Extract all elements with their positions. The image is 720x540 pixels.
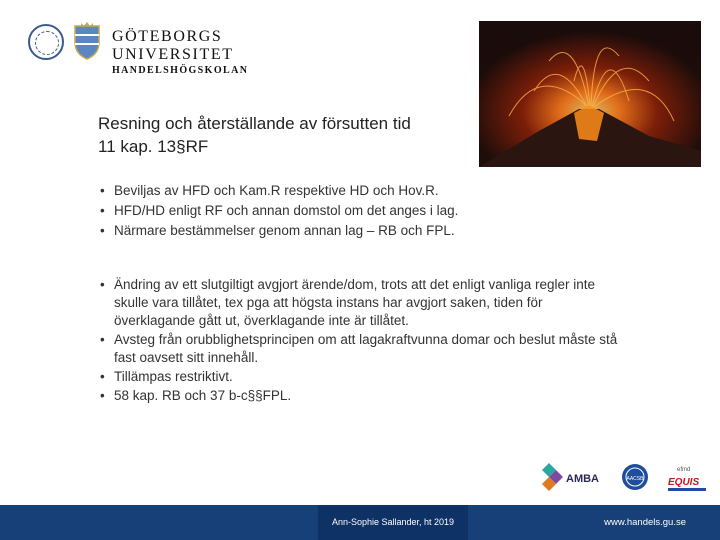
- bullet-item: • Tillämpas restriktivt.: [100, 368, 620, 386]
- aacsb-text: AACSB: [626, 476, 644, 482]
- footer-author: Ann-Sophie Sallander, ht 2019: [318, 505, 468, 540]
- amba-logo: [542, 463, 599, 491]
- footer-website-link[interactable]: www.handels.gu.se: [604, 517, 686, 528]
- bullet-list-1: [100, 182, 600, 242]
- aacsb-logo: [622, 464, 648, 490]
- volcano-image: [479, 21, 701, 167]
- bullet-item: • Ändring av ett slutgiltigt avgjort ärende/dom, trots att det enligt vanliga regler inte skulle vara tillåtet, tex pga att högsta instans har avgjort saken, tiden för överklagande gått ut, överklagande inte är tillåtet.: [100, 276, 620, 330]
- university-seal-icon: [28, 24, 64, 60]
- slide-title: [98, 112, 411, 158]
- amba-text: AMBA: [566, 473, 599, 485]
- slide-title-line2: 11 kap. 13§RF: [98, 137, 209, 156]
- equis-logo: [668, 467, 706, 491]
- bullet-item: • Avsteg från orubblighetsprincipen om att lagakraftvunna domar och beslut måste stå fast oavsett sitt innehåll.: [100, 331, 620, 367]
- university-header: [28, 14, 328, 76]
- slide-title-line1: Resning och återställande av försutten tid: [98, 114, 411, 133]
- footer-bar: [0, 505, 720, 540]
- university-name: GÖTEBORGS UNIVERSITET: [112, 28, 234, 63]
- bullet-item: • 58 kap. RB och 37 b-c§§FPL.: [100, 387, 620, 405]
- bullet-item: • Närmare bestämmelser genom annan lag – RB och FPL.: [100, 222, 600, 240]
- efmd-text: efmd: [677, 467, 691, 473]
- accreditation-logos: [540, 460, 710, 496]
- school-name: HANDELSHÖGSKOLAN: [112, 65, 249, 76]
- crest-icon: [72, 22, 102, 60]
- equis-text: EQUIS: [668, 477, 700, 488]
- bullet-item: • Beviljas av HFD och Kam.R respektive HD och Hov.R.: [100, 182, 600, 200]
- bullet-item: • HFD/HD enligt RF och annan domstol om det anges i lag.: [100, 202, 600, 220]
- bullet-list-2: [100, 276, 620, 406]
